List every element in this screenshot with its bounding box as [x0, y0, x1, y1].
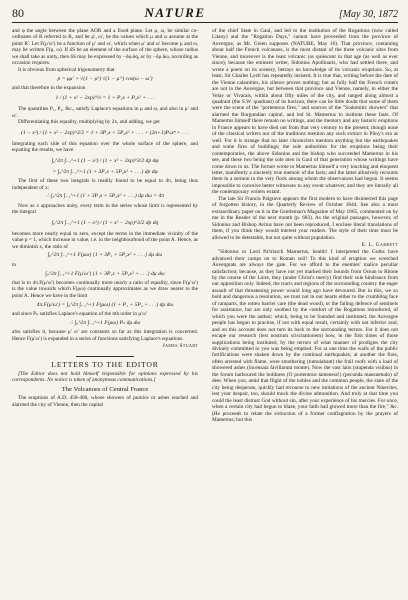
two-column-body — [12, 28, 398, 598]
paragraph: and since Pₙ satisfies Laplace's equation of the nth order in μ′ω′ — [12, 311, 148, 318]
equation: ∫₀^2π ∫₋₁^+1 (1 − x²) / (1 + x² − 2xp)^3/2 dp dq — [51, 219, 159, 226]
equation: ∫₀^2π ∫₋₁^+1 F(μ′ω′) {1 + 3P₁x + 5P₂x² + . . .} dμ dω — [45, 270, 165, 277]
paragraph: to — [12, 261, 17, 268]
paragraph: The first of these two integrals is readily found to be equal to 4π, being thus independent of x: — [12, 178, 198, 191]
paragraph: The late Sir Francis Palgrave appears the first modern to have disinterred this page of forgotten history, in the Quarterly Review of October 1844. See also a most extraordinary paper on it in the Gentleman's Magazine of May 1865, commented on by me in the Reader of the next month (p. 683). As the original passages, however, of Sidonius and Bishop Avitus have not been reproduced, I enclose literal translations of them, if you think they would interest your readers. The style of their time must be allowed to be detestable, but not quite without population. — [212, 195, 398, 241]
paragraph: and that therefore in the expansion — [12, 84, 86, 91]
paragraph: Differentiating this equality, multiplying by 2x, and adding, we get — [18, 119, 160, 126]
journal-title: NATURE — [144, 5, 206, 20]
right-column — [212, 28, 398, 598]
left-column — [12, 28, 198, 598]
author-signature: James Stuart — [162, 343, 198, 350]
equation: 1 / (1 + x² − 2xp)^½ = 1 + P₁x + P₂x² + . . . — [55, 95, 155, 102]
page-number: 80 — [12, 6, 24, 20]
paragraph: The quantities P₁, P₂, &c., satisfy Laplace's equations in μ and ω, and also in μ′ and ω′. — [12, 106, 198, 119]
author-signature: E. L. Garbett — [361, 241, 398, 248]
paragraph: that is to 4π.F(μ′ω′) becomes continually more nearly a ratio of equality, since F(μ′ω′) is the value towards which F(μω) continually approximates as we draw nearer to the point A. Hence we have in the limit — [12, 280, 198, 299]
section-divider — [76, 356, 134, 357]
paragraph: becomes more nearly equal to zero, except the terms in the immediate vicinity of the value p = 1, which increase in value, i.e. in the neighbourhood of the point A. Hence, as we diminish x, the ratio of — [12, 230, 198, 250]
equation: (1 − x²) / (1 + x² − 2xp)^3/2 = 1 + 3P₁x + 5P₂x² + . . . + (2n+1)Pₙxⁿ + . . . — [20, 129, 189, 136]
paragraph: Now as x approaches unity, every term in the series whose limit is represented by the integral — [12, 202, 198, 216]
paragraph: Integrating each side of this equation over the whole surface of the sphere, and equating the results, we have — [12, 140, 198, 154]
equation: = ∫₀^2π ∫₋₁^+1 (1 + 3P₁x + 5P₂x² + . . .) dp dφ — [52, 168, 158, 175]
paragraph: "Sidonius to Lord Pa'triarch Mamertus, health! I interpreted the Goths have advanced their camps on to Roman soil! To this kind of eruption we wretched Auvergnats are always the gate. For we afford to the enemies' malice peculiar satisfaction; because, as they have not yet marked their bounds from Ocean to Rhone by the course of the Loire, they (under Christ's mercy) find their sole hindrance from our opposition only. Indeed, the tracts and regions of the surrounding country the eager assault of that threatening power would long ago have devoured. But in this, we so bold and dangerous a resolution, we trust not in our hearts either to the crumbling face of ramparts, the rotten barrier care (the dead wood), or the failing defence of sentinels for assistance, but are only soothed by the comfort of the Rogations introduced, of which you were the author; which, being to be founded and instituted, the Auvergne people has begun to practise, if not with equal result, certainly with not inferior zeal, and on this account does not turn its back to the surrounding terrors. For it does not escape our research (lest nostrum sciscitationem) how, in the first times of those supplications being instituted, by the terrors of what manner of prodigies the city divinely committed to you was being emptied. For at one time the walls of the public fortifications were shaken down by the continual earthquakes; at another the fires, often arrested with flame, were smothering (tumulabant) the frail roofs with a load of showered ashes (incensata favillarum monte). Now the vast lairs (stupenda visibus) in the forum harboured the boldness (O portentous tameness!) (pecunda mansuetudo) of deer. When you, amid that flight of the nobles and the common people, the state of the city being desperate, quickly had recourse to new imitations of the ancient Ninevites, lest your despair, too, should mock the divine admonition. And truly at that time you could the least distrust God without sin, after your experience of his mercies. For once, when a certain city had begun to blaze, your faith had glowed more than the fire," &c. (He proceeds to relate the extinction of a former conflagration by the prayers of Mamertus; but this — [212, 249, 398, 423]
equation: p = μμ′ + √(1 − μ²) √(1 − μ′²) cos(ω − ω′) — [57, 75, 153, 82]
issue-date: [May 30, 1872 — [338, 9, 398, 20]
equation: ∫₀^2π ∫₋₁^+1 F(μω) {1 + 3P₁ + 5P₂x² + . . .} dμ dω — [47, 252, 163, 259]
article-title: The Volcanoes of Central France — [61, 385, 149, 393]
equation: ∴ ∫₀^2π ∫₋₁^+1 F(μω) Pₙ dμ dω — [69, 320, 141, 327]
paragraph: It is obvious from spherical trigonometry that — [18, 66, 115, 73]
section-title: LETTERS TO THE EDITOR — [51, 359, 159, 369]
paragraph: of the chief State in Gaul, and led to the institution of the Rogations (now called Litany) and the "Rogation Days," cannot have proceeded from the province of Auvergne, as Mr. Green supposes (NATURE, May 16). That province, containing about half the French volcanoes, is the most distant of the three volcanic sites from Vienne, and moreover is the least volcanic (as quiescent in that age (as well as ever since); because the eminent writer, Sidonius Apollinaris, who had settled there, and wrote a poem on its scenery, betrays no knowledge of its volcanic eruptions. So, at least, Sir Charles Lyell has repeatedly insisted. It is true that, writing before the date of the Vienne calamities, his silence proves nothing; but as fully half the French craters are not in the Auvergne, but between that province and Vienne, namely, in either the Velay or Vivarais, within about fifty miles of the city, and ranged along almost a quadrant (the S.W. quadrant) of its horizon, there can be little doubt that some of them were the scene of the "portentous fires," and sources of the "Sodomitic showers" that alarmed the Burgundian capital, and led St. Mamertus to institute these fasts. Of Mamertus himself there remain no writings, and the memory and any historic eruptions in France appears to have died out from that very century to the present; though none of the classical writers nor of the traditions mention any such extinct in Pliny's era as well. For it is strange that no later chroniclers mention anything but the earthquakes and some fires of buildings; the sole authorities for the eruptions being their contemporaries, the above Sidonius and the bishop who succeeded Mamertus in his see, and these two being the sole men in Gaul of that generation whose writings have come down to us. The former wrote to Mamertus himself a very touching and eloquent letter, manifestly a sincerely true memoir of the facts; and the latter allusively recounts them in a sermon to the very flock among whom the observances had begun. It seems impossible to conceive better witnesses to any event whatever, and they are literally all the contemporary writers extant. — [212, 28, 398, 196]
paragraph: also satisfies it, because μ′ ω′ are constants so far as this integration is concerned. Hence F(μ′ω′) is expanded in a series of functions satisfying Laplace's equations. — [12, 329, 198, 342]
paragraph: The eruptions of A.D. 458-460, whose showers of pumice or ashes reached and alarmed the city of Vienne, then the capital — [12, 395, 198, 408]
equation: ∴ ∫₀^2π ∫₋₁^+1 (1 + 3P₁x + 5P₂x² + . . .) dμ dω = 4π — [45, 193, 165, 200]
equation: 4π.F(μ′ω′) = ∫₀^2π ∫₋₁^+1 F(μω) (1 + P₁ + 5P₂ + . . .) dμ dω — [36, 301, 174, 308]
page-header — [12, 5, 398, 23]
editor-note: [The Editor does not hold himself responsible for opinions expressed by his correspondents. No notice is taken of anonymous communications.] — [12, 371, 198, 384]
paragraph: and φ the angle between the plane AOR and a fixed plane. Let μ, ω, be similar co-ordinates of R referred to R₁ and let μ′, ω′, be the values which μ and ω assume at the point R′. Let F(μ′ω′) be a function of μ′ and ω′, which when μ′ and ω′ become μ and ω, may be written F(μ, ω). If δS be an element of the surface of the sphere, whose radius we shall take as unity, then δS may be expressed by −δφ.δq, or by −δμ.δω, according as occasion requires. — [12, 28, 198, 67]
equation: ∫₀^2π ∫₋₁^+1 (1 − x²) / (1 + x² − 2xp)^3/2 dp dφ — [51, 157, 159, 164]
